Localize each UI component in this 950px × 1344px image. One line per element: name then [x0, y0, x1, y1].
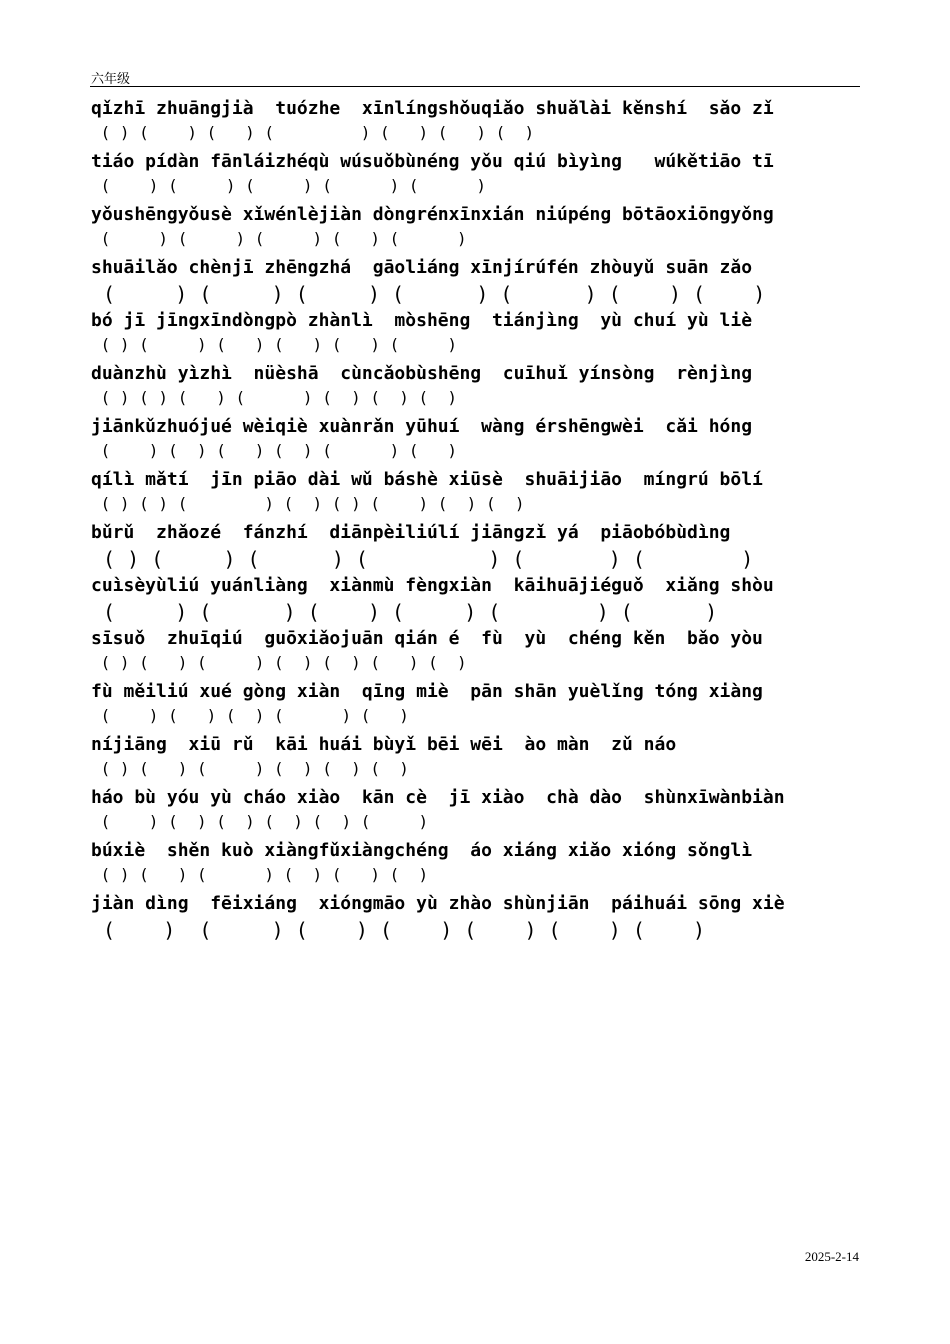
pinyin-line: jiàn dìng fēixiáng xióngmāo yù zhào shùnjiān páihuái sōng xiè [91, 893, 785, 914]
answer-brackets: ( ) ( ) ( ) ( ) ( ) [91, 706, 409, 725]
answer-brackets: ( ) ( ) ( ) ( ) ( ) ( ) [91, 441, 458, 460]
answer-brackets: ( ) ( ) ( ) ( ) ( ) [91, 229, 467, 248]
page-header [90, 66, 860, 87]
pinyin-line: tiáo pídàn fānláizhéqù wúsuǒbùnéng yǒu qiú bìyìng wúkětiāo tī [91, 151, 774, 172]
exercise-row [91, 891, 871, 944]
pinyin-line: duànzhù yìzhì nüèshā cùncǎobùshēng cuīhuǐ yínsòng rènjìng [91, 363, 753, 384]
pinyin-line: búxiè shěn kuò xiàngfǔxiàngchéng áo xiáng xiǎo xióng sǒnglì [91, 840, 753, 861]
pinyin-line: fù měiliú xué gòng xiàn qīng miè pān shān yuèlǐng tóng xiàng [91, 681, 763, 702]
exercise-row [91, 520, 871, 573]
exercise-row [91, 626, 871, 679]
answer-brackets: ( ) ( ) ( ) ( ) ( ) ( ) ( ) [91, 388, 458, 407]
answer-brackets: ( ) ( ) ( ) ( ) ( ) ( ) [91, 865, 429, 884]
pinyin-line: háo bù yóu yù cháo xiào kān cè jī xiào chà dào shùnxīwànbiàn [91, 787, 785, 808]
answer-brackets: ( ) ( ) ( ) ( ) ( ) ( ) [91, 547, 754, 571]
answer-brackets: ( ) ( ) ( ) ( ) ( ) ( ) ( ) [91, 123, 535, 142]
exercise-row [91, 149, 871, 202]
exercise-row [91, 96, 871, 149]
exercise-row [91, 467, 871, 520]
answer-brackets: ( ) ( ) ( ) ( ) ( ) [91, 176, 486, 195]
pinyin-line: bó jī jīngxīndòngpò zhànlì mòshēng tiánjìng yù chuí yù liè [91, 310, 753, 331]
pinyin-line: qílì mǎtí jīn piāo dài wǔ báshè xiūsè shuāijiāo míngrú bōlí [91, 469, 763, 490]
exercise-list [91, 96, 871, 944]
pinyin-line: cuìsèyùliú yuánliàng xiànmù fèngxiàn kāihuājiéguǒ xiǎng shòu [91, 575, 774, 596]
exercise-row [91, 414, 871, 467]
answer-brackets: ( ) ( ) ( ) ( ) ( ) ( ) ( ) [91, 282, 766, 306]
pinyin-line: yǒushēngyǒusè xǐwénlèjiàn dòngrénxīnxián niúpéng bōtāoxiōngyǒng [91, 204, 774, 225]
pinyin-line: níjiāng xiū rǔ kāi huái bùyǐ bēi wēi ào màn zǔ náo [91, 734, 677, 755]
grade-label: 六年级 [91, 71, 131, 86]
page-date: 2025-2-14 [804, 1249, 859, 1264]
answer-brackets: ( ) ( ) ( ) ( ) ( ) ( ) ( ) [91, 918, 706, 942]
answer-brackets: ( ) ( ) ( ) ( ) ( ) ( ) [91, 759, 409, 778]
answer-brackets: ( ) ( ) ( ) ( ) ( ) ( ) [91, 812, 429, 831]
exercise-row [91, 255, 871, 308]
exercise-row [91, 573, 871, 626]
answer-brackets: ( ) ( ) ( ) ( ) ( ) ( ) [91, 600, 718, 624]
exercise-row [91, 838, 871, 891]
pinyin-line: bǔrǔ zhǎozé fánzhí diānpèiliúlí jiāngzǐ yá piāobóbùdìng [91, 522, 731, 543]
pinyin-line: jiānkǔzhuójué wèiqiè xuànrǎn yūhuí wàng érshēngwèi cǎi hóng [91, 416, 753, 437]
exercise-row [91, 679, 871, 732]
exercise-row [91, 308, 871, 361]
pinyin-line: sīsuǒ zhuīqiú guōxiǎojuān qián é fù yù chéng kěn bǎo yòu [91, 628, 763, 649]
exercise-row [91, 202, 871, 255]
exercise-row [91, 732, 871, 785]
exercise-row [91, 361, 871, 414]
answer-brackets: ( ) ( ) ( ) ( ) ( ) ( ) [91, 335, 458, 354]
answer-brackets: ( ) ( ) ( ) ( ) ( ) ( ) ( ) ( ) [91, 494, 525, 513]
pinyin-line: shuāilǎo chènjī zhēngzhá gāoliáng xīnjírúfén zhòuyǔ suān zǎo [91, 257, 753, 278]
pinyin-line: qǐzhī zhuāngjià tuózhe xīnlíngshǒuqiǎo shuǎlài kěnshí sǎo zǐ [91, 98, 774, 119]
exercise-row [91, 785, 871, 838]
answer-brackets: ( ) ( ) ( ) ( ) ( ) ( ) ( ) [91, 653, 467, 672]
